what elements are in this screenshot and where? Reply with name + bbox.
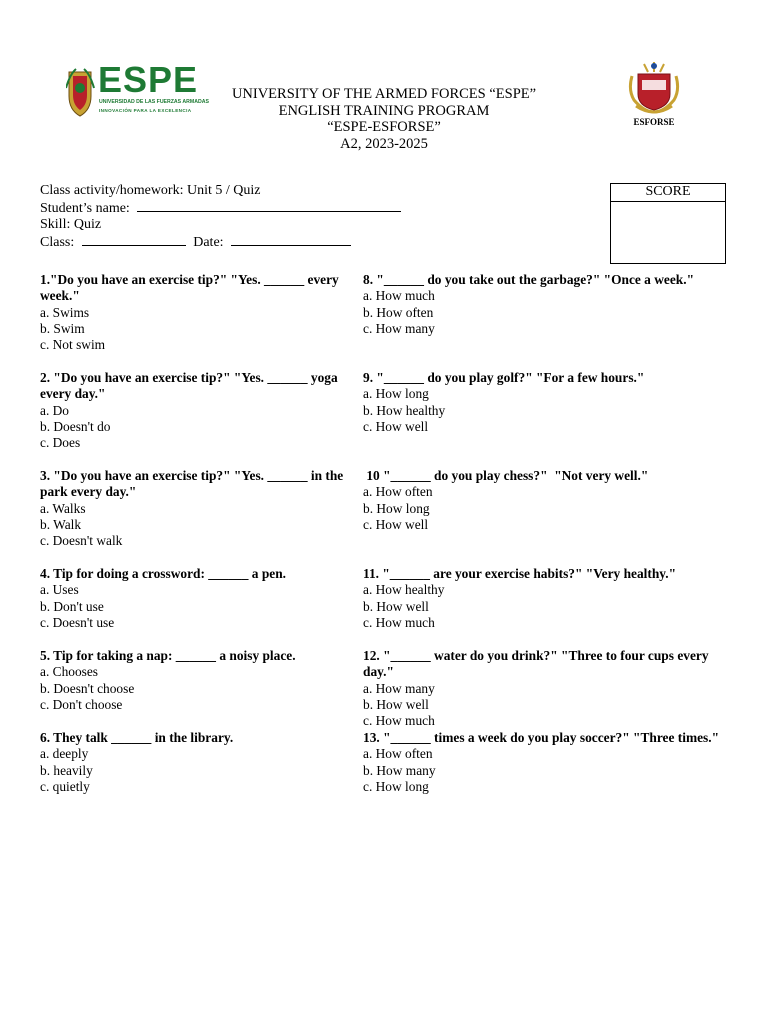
- question-option[interactable]: c. quietly: [40, 778, 90, 794]
- question-10: [363, 468, 725, 533]
- question-stem: 13. "______ times a week do you play soccer?" "Three times.": [363, 730, 720, 745]
- esforse-crest-icon: [624, 60, 684, 118]
- question-stem: 9. "______ do you play golf?" "For a few hours.": [363, 370, 645, 385]
- question-option[interactable]: b. How well: [363, 598, 429, 614]
- question-12: [363, 648, 725, 729]
- question-option[interactable]: a. How often: [363, 746, 433, 762]
- date-field[interactable]: [231, 234, 351, 246]
- question-stem: 12. "______ water do you drink?" "Three to four cups every day.": [363, 648, 709, 680]
- question-option[interactable]: a. Swims: [40, 304, 90, 320]
- student-info-block: [40, 183, 401, 251]
- question-option[interactable]: c. How much: [363, 713, 435, 729]
- question-3: [40, 468, 346, 549]
- header-line-level: A2, 2023-2025: [340, 135, 428, 152]
- question-option[interactable]: b. heavily: [40, 762, 93, 778]
- question-option[interactable]: c. Doesn't use: [40, 614, 115, 630]
- question-option[interactable]: b. Don't use: [40, 598, 104, 614]
- question-option[interactable]: b. How long: [363, 500, 430, 516]
- question-option[interactable]: c. Doesn't walk: [40, 533, 123, 549]
- class-label: Class:: [40, 234, 75, 250]
- question-option[interactable]: a. How long: [363, 386, 429, 402]
- question-option[interactable]: a. How much: [363, 288, 435, 304]
- header-line-campus: “ESPE-ESFORSE”: [327, 119, 441, 135]
- espe-logo: [66, 59, 209, 122]
- question-option[interactable]: a. Uses: [40, 582, 79, 598]
- question-option[interactable]: c. Does: [40, 435, 81, 451]
- question-option[interactable]: c. How many: [363, 320, 435, 336]
- question-option[interactable]: b. How often: [363, 304, 434, 320]
- header-line-university: UNIVERSITY OF THE ARMED FORCES “ESPE”: [231, 86, 537, 102]
- question-stem: 4. Tip for doing a crossword: ______ a pen.: [40, 566, 287, 581]
- question-option[interactable]: c. Don't choose: [40, 696, 123, 712]
- question-option[interactable]: c. How well: [363, 516, 429, 532]
- question-stem: 8. "______ do you take out the garbage?" "Once a week.": [363, 272, 695, 287]
- question-9: [363, 370, 725, 435]
- question-stem: 10 "______ do you play chess?" "Not very well.": [363, 468, 649, 483]
- question-option[interactable]: a. Do: [40, 402, 70, 418]
- espe-logo-tagline: INNOVACIÓN PARA LA EXCELENCIA: [99, 108, 192, 113]
- question-stem: 1."Do you have an exercise tip?" "Yes. ______ every week.": [40, 272, 339, 304]
- question-stem: 5. Tip for taking a nap: ______ a noisy place.: [40, 648, 296, 663]
- score-field[interactable]: [611, 202, 725, 264]
- question-2: [40, 370, 346, 451]
- class-date-line: [40, 234, 401, 252]
- question-5: [40, 648, 346, 713]
- activity-line: Class activity/homework: Unit 5 / Quiz: [40, 183, 261, 198]
- question-stem: 6. They talk ______ in the library.: [40, 730, 234, 745]
- question-option[interactable]: c. Not swim: [40, 337, 106, 353]
- question-option[interactable]: b. How healthy: [363, 402, 446, 418]
- espe-logo-wordmark: ESPE: [98, 59, 199, 100]
- skill-line: Skill: Quiz: [40, 217, 102, 232]
- esforse-logo-wordmark: ESFORSE: [633, 117, 675, 127]
- question-option[interactable]: c. How long: [363, 778, 429, 794]
- question-8: [363, 272, 725, 337]
- question-stem: 11. "______ are your exercise habits?" "Very healthy.": [363, 566, 677, 581]
- question-option[interactable]: b. Doesn't choose: [40, 680, 135, 696]
- espe-logo-subtitle: UNIVERSIDAD DE LAS FUERZAS ARMADAS: [99, 99, 209, 105]
- question-13: [363, 730, 725, 795]
- question-11: [363, 566, 725, 631]
- question-4: [40, 566, 346, 631]
- student-name-field[interactable]: [137, 200, 401, 212]
- esforse-logo: [624, 60, 684, 130]
- document-header: [210, 86, 558, 152]
- question-option[interactable]: b. How well: [363, 696, 429, 712]
- question-option[interactable]: a. How many: [363, 680, 435, 696]
- question-option[interactable]: a. Chooses: [40, 664, 99, 680]
- question-stem: 3. "Do you have an exercise tip?" "Yes. ______ in the park every day.": [40, 468, 344, 500]
- question-6: [40, 730, 346, 795]
- question-stem: 2. "Do you have an exercise tip?" "Yes. ______ yoga every day.": [40, 370, 338, 402]
- student-name-label: Student’s name:: [40, 200, 130, 216]
- question-option[interactable]: a. deeply: [40, 746, 89, 762]
- question-option[interactable]: c. How well: [363, 418, 429, 434]
- question-1: [40, 272, 346, 353]
- question-option[interactable]: b. How many: [363, 762, 436, 778]
- question-option[interactable]: a. Walks: [40, 500, 86, 516]
- class-field[interactable]: [82, 234, 186, 246]
- question-option[interactable]: a. How often: [363, 484, 433, 500]
- question-option[interactable]: b. Walk: [40, 516, 82, 532]
- student-name-line: [40, 200, 401, 218]
- question-option[interactable]: a. How healthy: [363, 582, 445, 598]
- question-option[interactable]: c. How much: [363, 614, 435, 630]
- question-option[interactable]: b. Doesn't do: [40, 418, 111, 434]
- score-box: [610, 183, 726, 264]
- date-label: Date:: [193, 234, 224, 250]
- question-option[interactable]: b. Swim: [40, 320, 85, 336]
- score-label: SCORE: [611, 184, 725, 202]
- header-line-program: ENGLISH TRAINING PROGRAM: [278, 102, 490, 119]
